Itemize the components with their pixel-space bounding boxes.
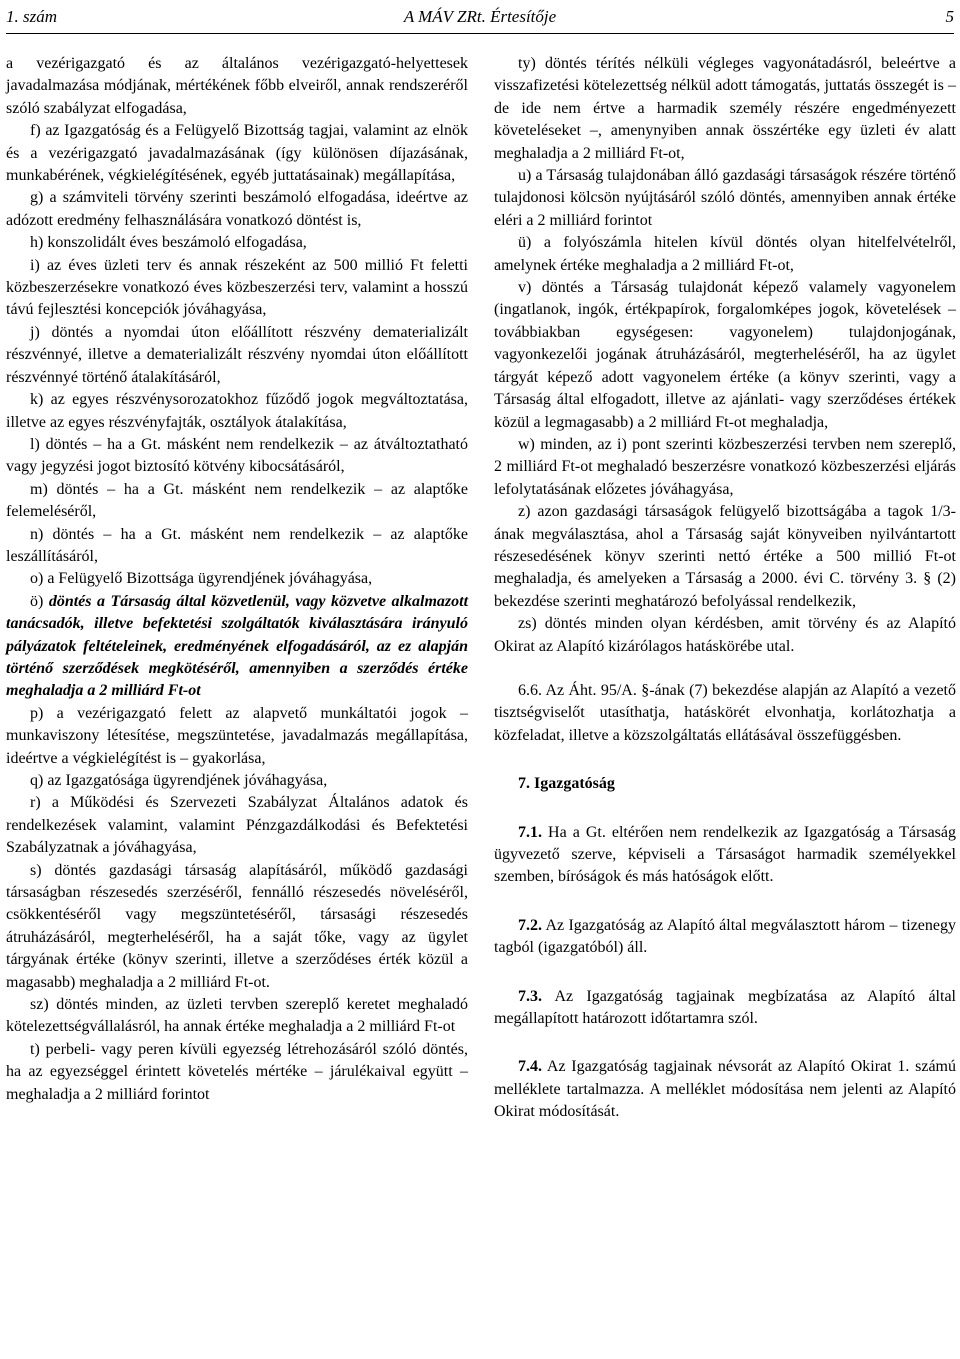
section-heading: 7. Igazgatóság	[518, 775, 615, 793]
spacer	[494, 658, 956, 680]
paragraph: r) a Működési és Szervezeti Szabályzat Általános adatok és rendelkezések valamint, valamint Pénzgazdálkodási és Befektetési Szabályzatnak a jóváhagyása,	[6, 794, 468, 857]
section-number: 7.3.	[518, 987, 542, 1005]
paragraph: g) a számviteli törvény szerinti beszámoló elfogadása, ideértve az adózott eredmény felhasználására vonatkozó döntést is,	[6, 189, 468, 229]
section-text: Az Igazgatóság tagjainak megbízatása az Alapító által megállapított határozott időtartamra szól.	[494, 987, 956, 1028]
section-7-4	[494, 1056, 956, 1123]
section-text: Az Igazgatóság tagjainak névsorát az Alapító Okirat 1. számú melléklete tartalmazza. A melléklet módosítása nem jelenti az Alapító Okirat módosítását.	[494, 1058, 956, 1121]
section-7-2	[494, 915, 956, 960]
paragraph: n) döntés – ha a Gt. másként nem rendelkezik – az alaptőke leszállításáról,	[6, 525, 468, 565]
emphasized-text: döntés a Társaság által közvetlenül, vagy közvetve alkalmazott tanácsadók, illetve befektetési szolgáltatók kiválasztására irányuló pályázatok feltételeinek, eredményének elfogadásáról, az ez alapján történő szerződések megkötéséről, amennyiben a szerződés értéke meghaladja a 2 milliárd Ft-ot	[6, 592, 469, 700]
spacer	[494, 889, 956, 915]
spacer	[494, 960, 956, 986]
paragraph: o) a Felügyelő Bizottsága ügyrendjének jóváhagyása,	[30, 570, 373, 588]
paragraph: l) döntés – ha a Gt. másként nem rendelkezik – az átváltoztatható vagy jegyzési jogot biztosító kötvény kibocsátásáról,	[6, 435, 468, 476]
paragraph: m) döntés – ha a Gt. másként nem rendelkezik – az alaptőke felemeléséről,	[6, 480, 468, 521]
paragraph: h) konszolidált éves beszámoló elfogadása,	[30, 234, 307, 252]
paragraph-emphasized	[6, 591, 468, 703]
paragraph: a vezérigazgató és az általános vezérigazgató-helyettesek javadalmazása módjának, mértékének főbb elveiről, annak rendszeréről szóló szabályzat elfogadása,	[6, 55, 468, 117]
paragraph: u) a Társaság tulajdonában álló gazdasági társaságok részére történő tulajdonosi kölcsön nyújtásáról szóló döntés, amennyiben annak értéke eléri a 2 milliárd forintot	[494, 167, 956, 229]
paragraph: k) az egyes részvénysorozatokhoz fűződő jogok megváltoztatása, illetve az egyes részvényfajták, osztályok átalakítása,	[6, 391, 468, 431]
paragraph: v) döntés a Társaság tulajdonát képező valamely vagyonelem (ingatlanok, ingók, értékpapírok, forgalomképes jogok, követelések – továbbiakban egységesen: vagyonelem) tulajdonjogának, vagyonkezelői jogának átruházásáról, megterheléséről, ha az ügylet tárgyát képező adott vagyonelem értéke (a könyv szerinti, vagy a Társaság által elfogadott, illetve az ajánlati- vagy szerződéses értékek közül a legmagasabb) a 2 milliárd Ft-ot meghaladja,	[494, 279, 956, 431]
paragraph: w) minden, az i) pont szerinti közbeszerzési tervben nem szereplő, 2 milliárd Ft-ot meghaladó beszerzésre vonatkozó közbeszerzési eljárás lefolytatásának előzetes jóváhagyása,	[494, 435, 956, 498]
header-rule	[6, 33, 954, 34]
paragraph: ü) a folyószámla hitelen kívül döntés olyan hitelfelvételről, amelynek értéke meghaladja a 2 milliárd Ft-ot,	[494, 234, 956, 274]
section-text: Ha a Gt. eltérően nem rendelkezik az Igazgatóság a Társaság ügyvezető szerve, képviseli a Társaságot harmadik személyekkel szemben, bíróságok és más hatóságok előtt.	[494, 823, 956, 886]
paragraph: s) döntés gazdasági társaság alapításáról, működő gazdasági társaságban részesedés szerzéséről, fennálló részesedés növeléséről, csökkentéséről vagy megszüntetéséről, társasági részesedés átruházásáról, megterheléséről, ha a saját tőke, vagy az ügylet tárgyának értéke (könyv szerinti, illetve a szerződéses érték közül a magasabb) meghaladja a 2 milliárd Ft-ot.	[6, 861, 468, 991]
spacer	[494, 1030, 956, 1056]
running-header	[6, 4, 954, 34]
issue-number: 1. szám	[6, 7, 58, 26]
paragraph: j) döntés a nyomdai úton előállított részvény dematerializált részvénnyé, illetve a dematerializált részvény nyomdai úton előállított részvénnyé történő átalakításáról,	[6, 323, 468, 386]
paragraph: 6.6. Az Áht. 95/A. §-ának (7) bekezdése alapján az Alapító a vezető tisztségviselőt utasíthatja, hatáskörét elvonhatja, korlátozhatja a közfeladat, illetve a közszolgáltatás ellátásával összefüggésben.	[494, 681, 956, 744]
section-number: 7.2.	[518, 916, 542, 934]
paragraph: i) az éves üzleti terv és annak részeként az 500 millió Ft feletti közbeszerzésekre vonatkozó éves közbeszerzési terv, valamint a hosszú távú fejlesztési koncepciók jóváhagyása,	[6, 256, 468, 319]
spacer	[494, 747, 956, 773]
paragraph: sz) döntés minden, az üzleti tervben szereplő keretet meghaladó kötelezettségvállalásról, ha annak értéke meghaladja a 2 milliárd Ft-ot	[6, 996, 468, 1036]
paragraph: p) a vezérigazgató felett az alapvető munkáltatói jogok – munkaviszony létesítése, megszüntetése, javadalmazás megállapítása, ideértve a végkielégítést is – gyakorlása,	[6, 704, 468, 767]
section-number: 7.4.	[518, 1058, 542, 1076]
right-column	[494, 53, 956, 1124]
left-column	[6, 53, 468, 1106]
paragraph: ty) döntés térítés nélküli végleges vagyonátadásról, beleértve a visszafizetési kötelezettség nélkül adott támogatás, juttatás összegét is – de ide nem értve a harmadik személy részére engedményezett követeléseket –, amenynyiben annak összértéke egy üzleti év alatt meghaladja a 2 milliárd Ft-ot,	[494, 55, 956, 162]
section-text: Az Igazgatóság az Alapító által megválasztott három – tizenegy tagból (igazgatóból) áll.	[494, 916, 956, 957]
spacer	[494, 796, 956, 822]
paragraph: t) perbeli- vagy peren kívüli egyezség létrehozásáról szóló döntés, ha az egyezséggel érintett követelés mértéke – járulékaival együtt – meghaladja a 2 milliárd forintot	[6, 1040, 468, 1103]
section-number: 7.1.	[518, 823, 542, 841]
section-7-1	[494, 822, 956, 889]
paragraph: z) azon gazdasági társaságok felügyelő bizottságába a tagok 1/3-ának megválasztása, ahol a Társaság saját könyveiben nyilvántartott részesedésének könyv szerinti nettó értéke a 500 millió Ft-ot meghaladja, és amelyeken a Társaság a 2000. évi C. törvény 3. § (2) bekezdése szerinti meghatározó befolyással rendelkezik,	[494, 503, 956, 610]
section-7-3	[494, 986, 956, 1031]
paragraph: q) az Igazgatósága ügyrendjének jóváhagyása,	[30, 772, 328, 789]
paragraph: f) az Igazgatóság és a Felügyelő Bizottság tagjai, valamint az elnök és a vezérigazgató javadalmazásának (így különösen díjazásának, munkabérének, végkielégítésének, egyéb juttatásainak) megállapítása,	[6, 122, 468, 185]
item-marker: ö)	[30, 592, 49, 610]
paragraph: zs) döntés minden olyan kérdésben, amit törvény és az Alapító Okirat az Alapító kizárólagos hatáskörébe utal.	[494, 615, 956, 655]
publication-title: A MÁV ZRt. Értesítője	[403, 7, 557, 26]
page-number: 5	[945, 7, 954, 26]
